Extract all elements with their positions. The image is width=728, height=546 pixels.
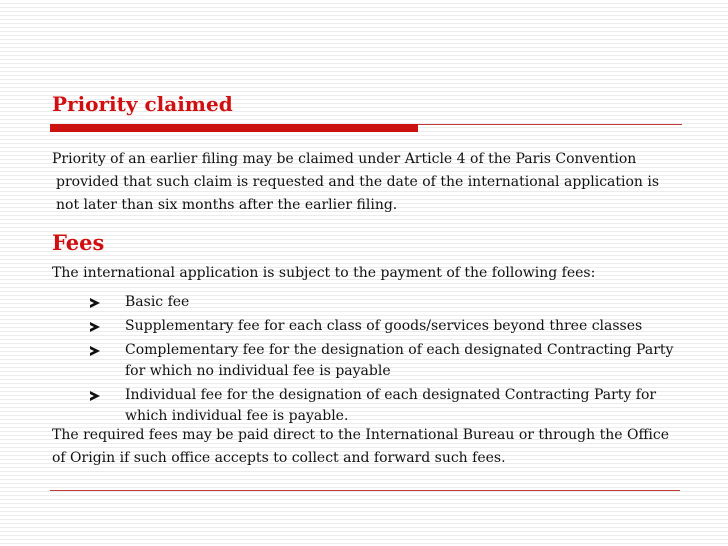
slide-title: Priority claimed [52,92,233,116]
title-divider-line [418,124,682,125]
fees-heading: Fees [52,230,105,255]
list-item [86,340,673,382]
priority-line-2: provided that such claim is requested and the date of the international application is [56,174,660,190]
bottom-divider-line [50,490,680,491]
list-item [86,292,673,313]
list-item-text: Complementary fee for the designation of each designated Contracting Party [125,342,674,358]
priority-paragraph [52,148,659,217]
arrow-bullet-icon [90,346,100,356]
list-item-text: Supplementary fee for each class of goods/services beyond three classes [125,318,643,334]
list-item-text-continued: for which no individual fee is payable [125,363,391,379]
closing-paragraph [52,424,669,470]
list-item [86,316,673,337]
arrow-bullet-icon [90,298,100,308]
fees-intro: The international application is subject to the payment of the following fees: [52,265,596,281]
list-item [86,385,673,427]
title-accent-bar [50,124,418,132]
arrow-bullet-icon [90,322,100,332]
priority-line-1: Priority of an earlier filing may be claimed under Article 4 of the Paris Convention [52,151,637,167]
list-item-text: Basic fee [125,294,190,310]
closing-line-2: of Origin if such office accepts to collect and forward such fees. [52,450,506,466]
closing-line-1: The required fees may be paid direct to the International Bureau or through the Office [52,427,670,443]
list-item-text: Individual fee for the designation of each designated Contracting Party for [125,387,657,403]
arrow-bullet-icon [90,391,100,401]
priority-line-3: not later than six months after the earlier filing. [56,197,398,213]
list-item-text-continued: which individual fee is payable. [125,408,349,424]
fees-list [86,292,673,430]
